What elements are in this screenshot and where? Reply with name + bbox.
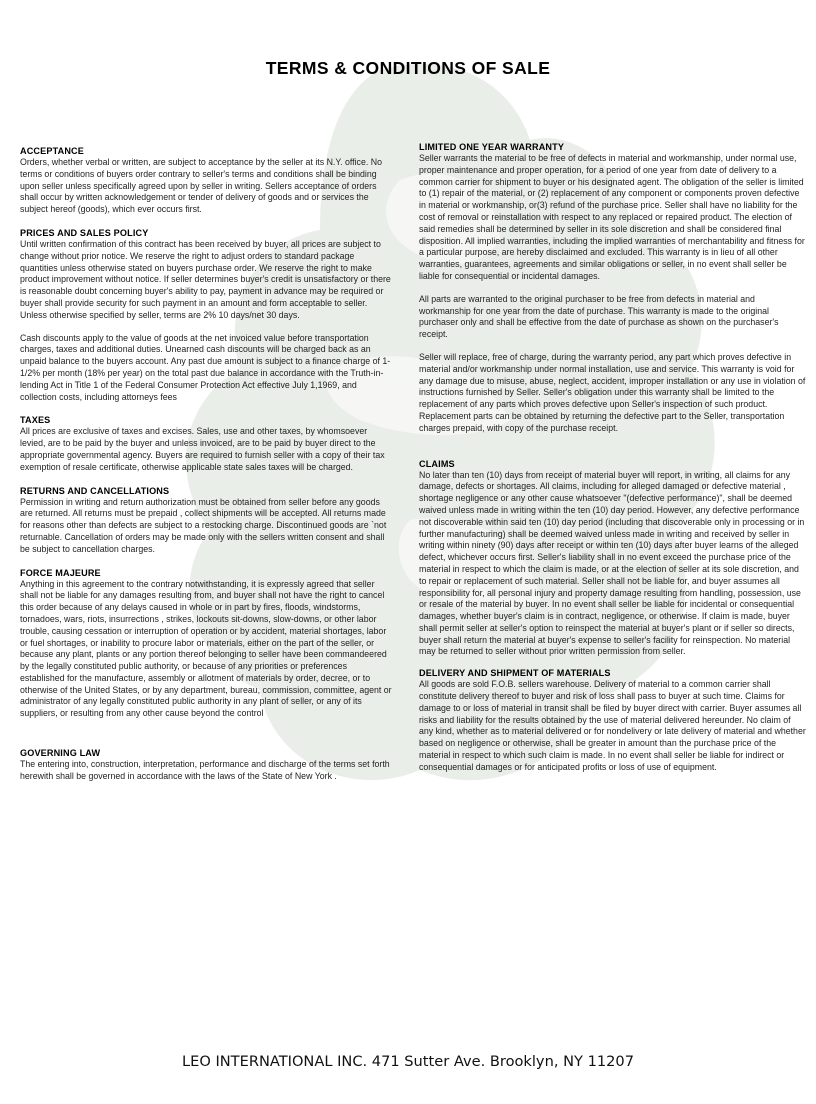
left-column	[20, 146, 392, 795]
section-prices-and-sales-policy	[20, 228, 392, 403]
section-heading: ACCEPTANCE	[20, 146, 84, 156]
section-body	[20, 426, 392, 473]
section-heading: CLAIMS	[419, 458, 455, 469]
section-heading: DELIVERY AND SHIPMENT OF MATERIALS	[419, 668, 611, 679]
section-paragraph: Permission in writing and return authorization must be obtained from seller before any goods are returned. All returns must be prepaid , collect shipments will be accepted. All returns made for reasons other than defects are subject to a restocking charge. Discontinued goods are `not returnable. Cancellation of orders may be made only with the sellers written consent and shall be subject to cancellation charges.	[20, 496, 387, 554]
section-paragraph: Seller warrants the material to be free of defects in material and workmanship, under normal use, proper maintenance and proper operation, for a period of one year from date of delivery to a common carrier for shipment to buyer or his designated agent. The obligation of the seller is limited to (1) repair of the material, or (2) replacement of any component or components proven defective in material or workmanship, or(3) refund of the purchase price. Seller shall have no liability for the cost of removal or reinstallation with respect to any replaced or repaired product. The election of said remedies shall be determined by seller in its sole discretion and shall be considered final disposition. All implied warranties, including the implied warranties of merchantability and fitness for a particular purpose, are hereby disclaimed and excluded. This warranty is in lieu of all other warranties, guarantees, agreements and similar obligations or seller, in no event shall seller be liable for consequential or incidental damages.	[419, 153, 805, 281]
section-paragraph: No later than ten (10) days from receipt of material buyer will report, in writing, all claims for any damage, defects or shortages. All claims, including for alleged damaged or defective material , shortage negligence or any other cause whatsoever "(defective performance)", shall be deemed waived unless made in writing within the ten (10) day period. However, any defective performance not discoverable within said ten (10) day period (including that discoverable only in processing or in further manufacturing) shall be deemed waived unless made in writing and received by seller in writing within ninety (90) days after receipt or within ten (10) days after buyer learns of the alleged defect, whichever occurs first. Seller's liability shall in no event exceed the purchase price of the material in respect to which the claim is made, or at the election of seller at its sole discretion, and to repair or replacement of such material. Seller shall not be liable for, and buyer assumes all responsibility for, all personal injury and property damage resulting from handling, possession, use or resale of the material by buyer. In no event shall seller be liable for incidental or consequential damages, whether buyer's claim is in contract, negligence, or otherwise. If claim is made, buyer shall permit seller at seller's option to reinspect the material at buyer's plant or if seller so directs, buyer shall return the material at buyer's expense to seller's facility for reinspection. No material may be returned to seller without prior written permission from seller.	[419, 469, 805, 657]
section-paragraph: The entering into, construction, interpretation, performance and discharge of the terms set forth herewith shall be governed in accordance with the laws of the State of New York .	[20, 759, 390, 781]
section-returns-and-cancellations	[20, 486, 392, 556]
section-body	[20, 759, 392, 783]
section-paragraph: Until written confirmation of this contract has been received by buyer, all prices are subject to change without prior notice. We reserve the right to adjust orders to standard package quantities unless otherwise stated on buyers purchase order. We reserve the right to make product improvement without notice. If seller determines buyer's credit is unsatisfactory or there is reasonable doubt concerning buyer's ability to pay, payment in advance may be required or buyer shall provide security for such payment in an amount and form acceptable to seller. Unless otherwise specified by seller, terms are 2% 10 days/net 30 days.	[20, 238, 391, 320]
section-paragraph: All goods are sold F.O.B. sellers warehouse. Delivery of material to a common carrier shall constitute delivery thereof to buyer and risk of loss shall pass to buyer at such time. Claims for damage to or loss of material in transit shall be filed by buyer direct with carrier. Buyer assumes all risks and liability for the results obtained by the use of material delivered hereunder. No claim of any kind, whether as to material delivered or for nondelivery or late delivery of material and whether based on negligence or otherwise, shall be greater in amount than the purchase price of the material in respect to which such claim is made. In no event shall seller be liable for indirect or consequential damages or for anticipated profits or loss of use of equipment.	[419, 679, 806, 772]
section-heading: FORCE MAJEURE	[20, 567, 101, 578]
section-heading: TAXES	[20, 415, 51, 426]
section-paragraph: Orders, whether verbal or written, are subject to acceptance by the seller at its N.Y. office. No terms or conditions of buyers order contrary to seller's terms and conditions shall be binding upon seller unless specifically agreed upon by seller in writing. Sellers acceptance of orders shall occur by written acknowledgement or tender of delivery of goods and or services the subject hereof (goods), which ever occurs first.	[20, 157, 382, 215]
section-paragraph: All prices are exclusive of taxes and excises. Sales, use and other taxes, by whomsoever levied, are to be paid by the buyer and unless invoiced, are to be paid by buyer direct to the appropriate governmental agency. Buyers are required to furnish seller with a copy of their tax exemption of resale certificate, otherwise applicable state sales taxes will be charged.	[20, 426, 385, 472]
section-body	[419, 470, 807, 659]
section-body	[419, 153, 807, 435]
section-body	[20, 579, 392, 721]
section-governing-law	[20, 748, 392, 783]
page-title: TERMS & CONDITIONS OF SALE	[265, 58, 551, 78]
section-heading: GOVERNING LAW	[20, 748, 101, 759]
section-limited-one-year-warranty	[419, 142, 807, 435]
section-paragraph: Seller will replace, free of charge, during the warranty period, any part which proves defective in material and/or workmanship under normal installation, use and service. This warranty is void for any damage due to misuse, abuse, neglect, accident, improper installation or any use in violation of instructions furnished by Seller. Seller's obligation under this warranty shall be limited to the replacement of any parts which proves defective upon Seller's inspection of such product. Replacement parts can be obtained by returning the defective part to the Seller, transportation charges prepaid, with copy of the purchase receipt.	[419, 351, 806, 433]
section-claims	[419, 459, 807, 659]
section-delivery-and-shipment-of-materials	[419, 668, 807, 773]
section-body	[419, 679, 807, 773]
section-taxes	[20, 415, 392, 473]
company-footer: LEO INTERNATIONAL INC. 471 Sutter Ave. Brooklyn, NY 11207	[181, 1053, 634, 1070]
section-body	[20, 497, 392, 556]
section-paragraph: Anything in this agreement to the contrary notwithstanding, it is expressly agreed that seller shall not be liable for any damages resulting from, and buyer shall not have the right to cancel this order because of any delays caused in whole or in part by fires, floods, windstorms, tornadoes, wars, riots, insurrections , strikes, lockouts sit-downs, slow-downs, or other labor trouble, causing cessation or interruption of operation or by accident, material shortages, labor or fuel shortages, or inability to procure labor or materials, either on the part of the seller, or because any plant, plants or any portion thereof belonging to seller have been commandeered by the legally constituted public authority, or because of any priorities or preferences established for the manufacture, assembly or allotment of materials by order, decree, or to otherwise of the United States, or by any department, bureau, commission, committee, agent or administrator of any legally constituted public authority in any plant of seller, or any of its suppliers, or resulting from any other cause beyond the control	[20, 578, 392, 719]
section-body	[20, 239, 392, 403]
section-paragraph: All parts are warranted to the original purchaser to be free from defects in material and workmanship for one year from the date of purchase. This warranty is made to the original purchaser only and shall be effective from the date of purchase as shown on the purchaser's receipt.	[419, 293, 779, 340]
right-column	[419, 142, 807, 786]
section-paragraph: Cash discounts apply to the value of goods at the net invoiced value before transportation charges, taxes and additional duties. Unearned cash discounts will be charged back as an unpaid balance to the buyers account. Any past due amount is subject to a finance charge of 1-1/2% per month (18% per year) on the total past due balance in accordance with the Truth-in-lending Act in Title 1 of the Federal Consumer Protection Act effective July 1,1969, and collection costs, including attorneys fees	[20, 332, 391, 402]
section-heading: RETURNS AND CANCELLATIONS	[20, 485, 170, 496]
section-body	[20, 157, 392, 216]
section-acceptance	[20, 146, 392, 216]
section-heading: LIMITED ONE YEAR WARRANTY	[419, 142, 565, 152]
section-force-majeure	[20, 568, 392, 721]
section-heading: PRICES AND SALES POLICY	[20, 227, 149, 238]
